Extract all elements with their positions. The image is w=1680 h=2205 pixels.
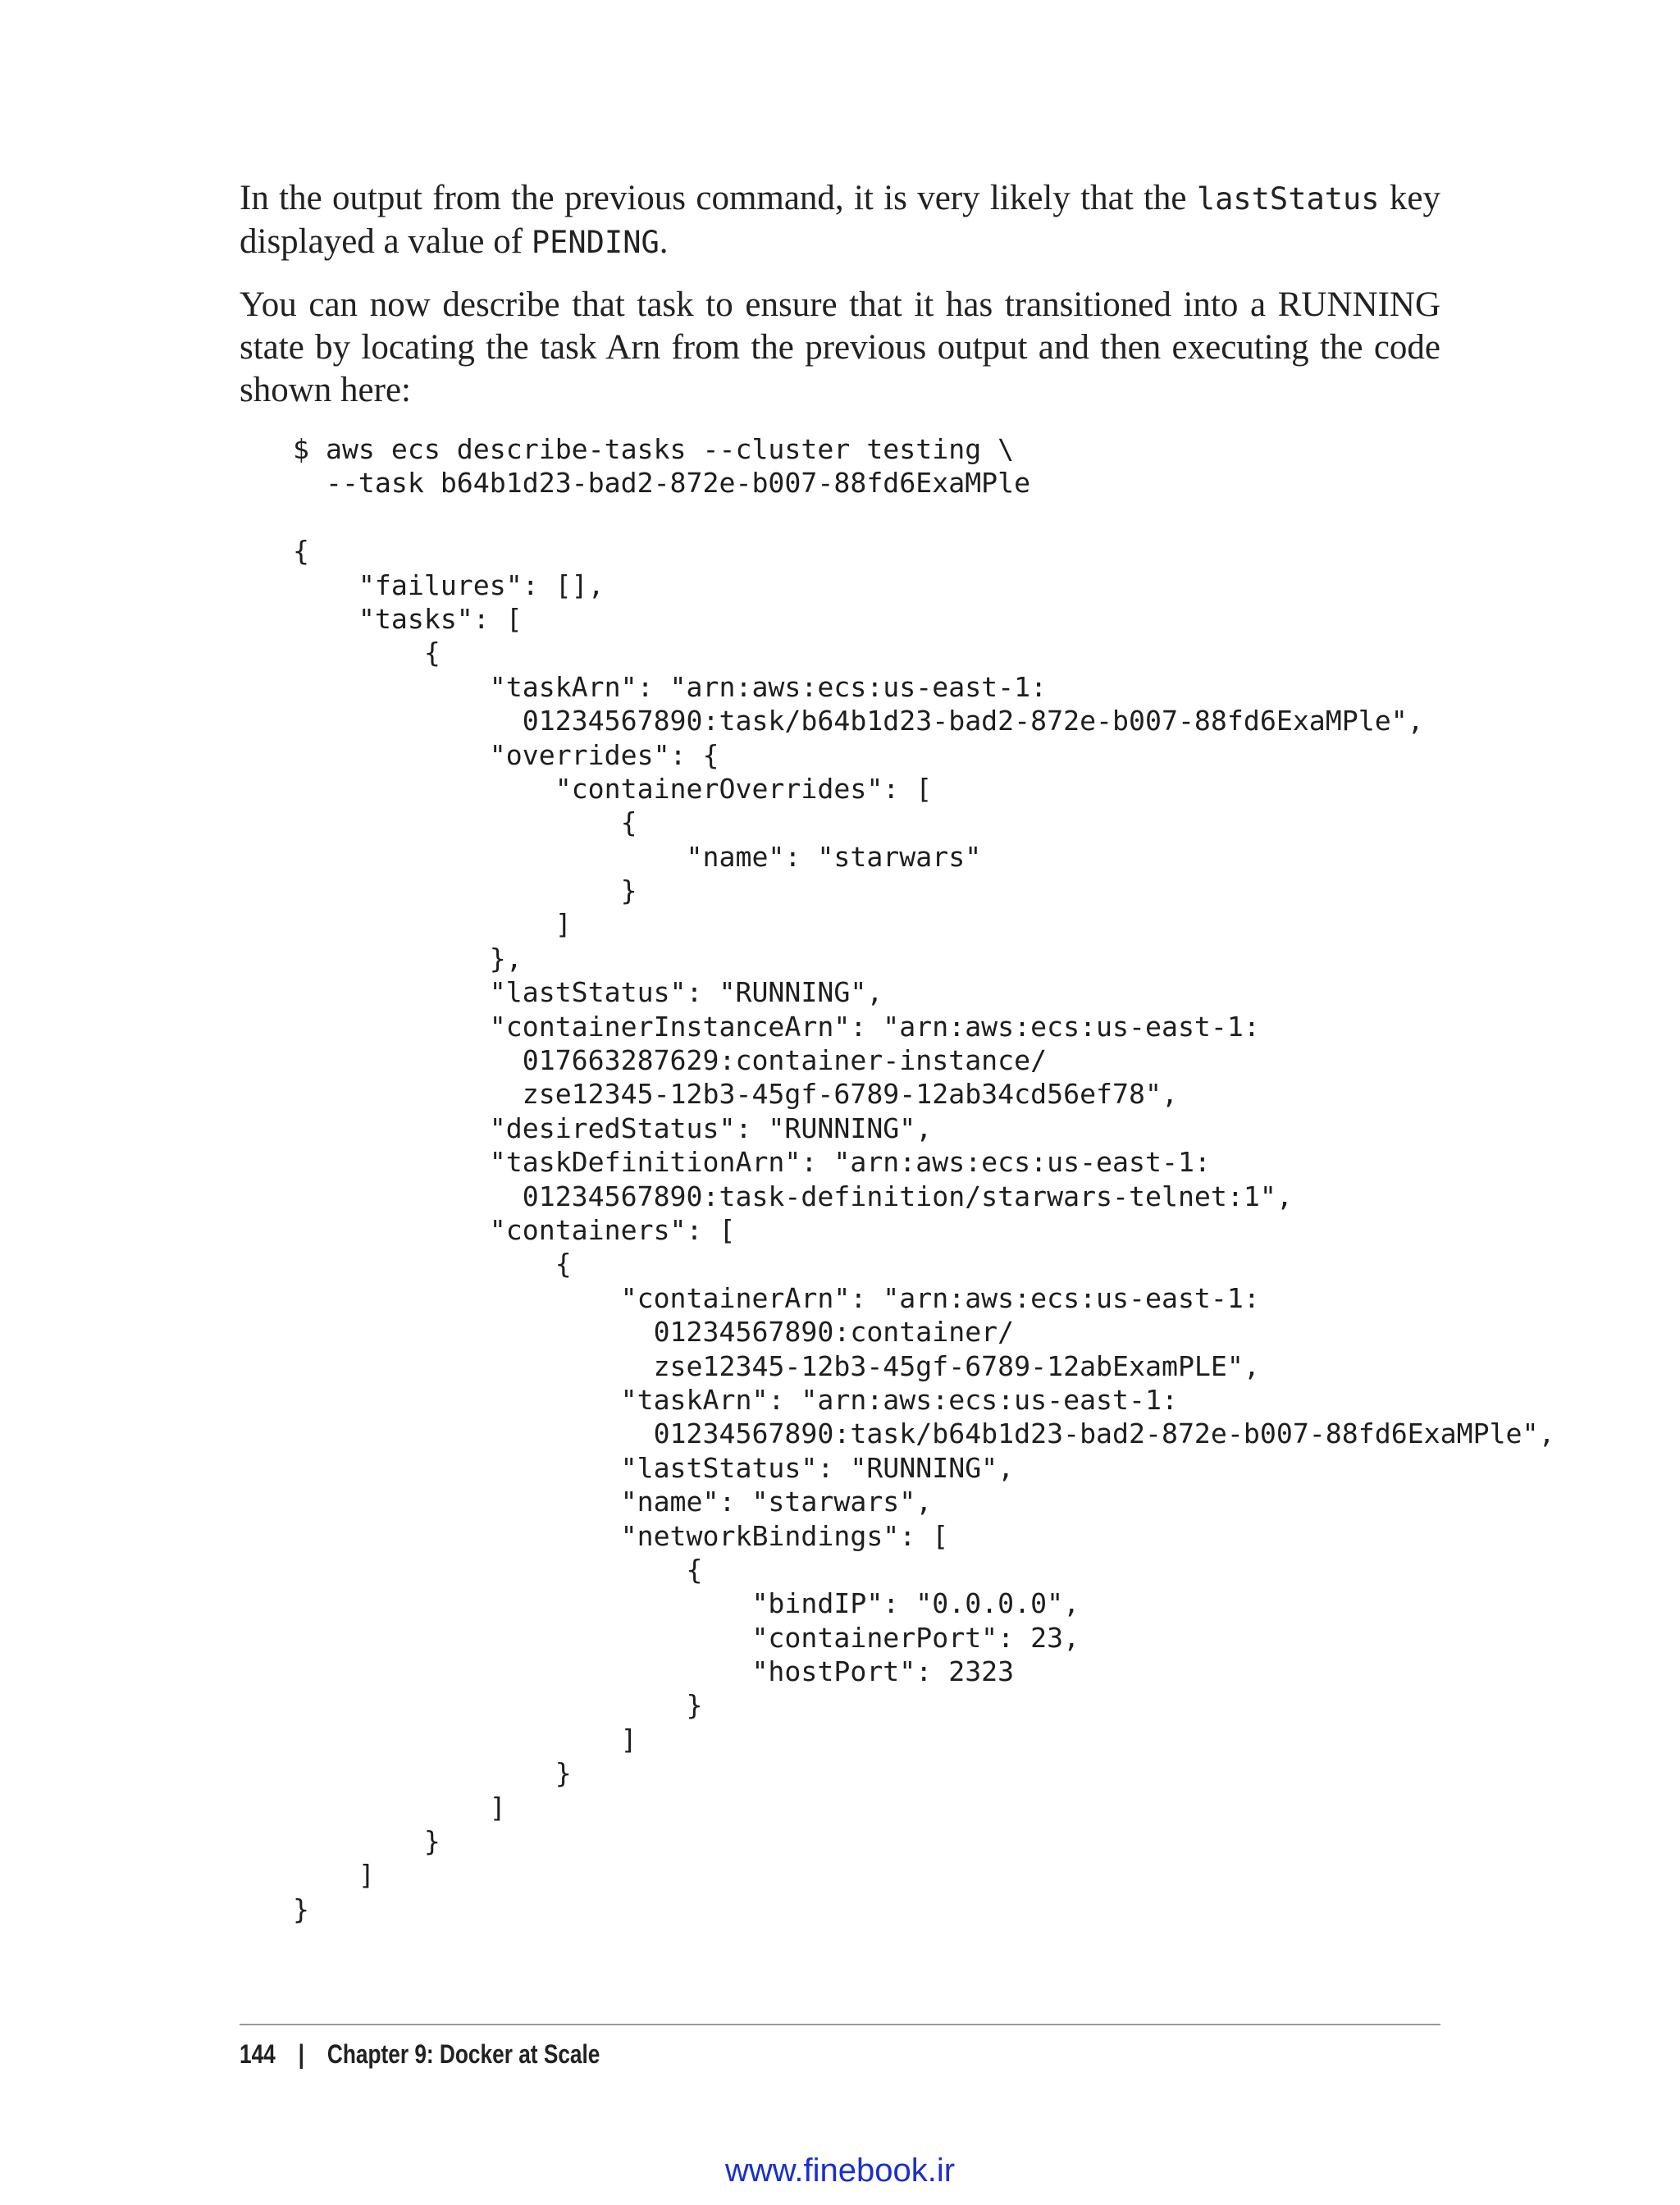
code-line: 01234567890:task/b64b1d23-bad2-872e-b007-88fd6ExaMPle",: [293, 705, 1424, 737]
inline-code-pending: PENDING: [531, 225, 660, 260]
code-line: },: [293, 942, 523, 975]
code-line: }: [293, 1892, 309, 1925]
footer-rule: [240, 2024, 1440, 2025]
code-line: {: [293, 1553, 703, 1586]
chapter-title: Chapter 9: Docker at Scale: [326, 2039, 600, 2069]
code-line: "taskArn": "arn:aws:ecs:us-east-1:: [293, 1383, 1178, 1416]
code-line: "lastStatus": "RUNNING",: [293, 1451, 1015, 1484]
code-line: ]: [293, 1791, 506, 1824]
code-line: }: [293, 1825, 441, 1858]
code-line: "lastStatus": "RUNNING",: [293, 976, 883, 1009]
code-line: "containerPort": 23,: [293, 1621, 1080, 1654]
code-line: {: [293, 806, 637, 839]
code-listing: [293, 432, 1555, 1926]
code-line: 01234567890:task/b64b1d23-bad2-872e-b007-88fd6ExaMPle",: [293, 1418, 1555, 1450]
code-line: "name": "starwars": [293, 840, 982, 873]
code-line: "hostPort": 2323: [293, 1655, 1015, 1688]
code-line: zse12345-12b3-45gf-6789-12ab34cd56ef78",: [293, 1078, 1178, 1111]
paragraph-text: key displayed a value of: [240, 179, 1440, 261]
paragraph-text: In the output from the previous command, it is very likely that the: [240, 179, 1197, 217]
watermark-link[interactable]: [0, 2151, 1680, 2190]
code-line: 01234567890:container/: [293, 1316, 1015, 1349]
paragraph-text: .: [659, 222, 669, 261]
code-line: "desiredStatus": "RUNNING",: [293, 1112, 933, 1144]
code-line: --task b64b1d23-bad2-872e-b007-88fd6ExaMPle: [293, 467, 1031, 500]
code-line: "tasks": [: [293, 602, 523, 635]
code-line: $ aws ecs describe-tasks --cluster testing \: [293, 433, 1015, 465]
inline-code-laststatus: lastStatus: [1196, 181, 1380, 217]
code-line: ]: [293, 1859, 375, 1892]
code-line: {: [293, 637, 441, 669]
code-line: "failures": [],: [293, 568, 605, 601]
code-line: zse12345-12b3-45gf-6789-12abExamPLE",: [293, 1349, 1260, 1382]
code-line: "overrides": {: [293, 738, 719, 771]
paragraph-describe-task: You can now describe that task to ensure that it has transitioned into a RUNNING state by locating the task Arn from the previous output and then executing the code shown here:: [240, 285, 1440, 409]
paragraph-last-status: [240, 177, 1440, 264]
code-line: "containerOverrides": [: [293, 772, 933, 805]
code-line: "containers": [: [293, 1213, 736, 1246]
code-line: }: [293, 1757, 572, 1790]
code-line: 01234567890:task-definition/starwars-telnet:1",: [293, 1180, 1293, 1212]
code-line: "taskArn": "arn:aws:ecs:us-east-1:: [293, 670, 1048, 703]
code-line: "name": "starwars",: [293, 1486, 933, 1518]
code-line: "networkBindings": [: [293, 1519, 949, 1552]
code-line: "containerInstanceArn": "arn:aws:ecs:us-east-1:: [293, 1010, 1260, 1043]
watermark-text[interactable]: www.finebook.ir: [724, 2152, 956, 2189]
code-line: }: [293, 1689, 703, 1722]
code-line: {: [293, 1248, 572, 1281]
running-footer: [240, 2036, 600, 2072]
code-line: ]: [293, 908, 572, 941]
page-number: 144: [240, 2039, 276, 2069]
code-line: ]: [293, 1723, 637, 1755]
code-line: "bindIP": "0.0.0.0",: [293, 1587, 1080, 1620]
code-line: "containerArn": "arn:aws:ecs:us-east-1:: [293, 1281, 1260, 1314]
code-line: {: [293, 535, 309, 568]
code-line: [293, 500, 1441, 534]
footer-separator: |: [298, 2039, 305, 2069]
code-line: }: [293, 874, 637, 907]
code-line: "taskDefinitionArn": "arn:aws:ecs:us-east-1:: [293, 1146, 1211, 1179]
code-line: 017663287629:container-instance/: [293, 1044, 1048, 1077]
